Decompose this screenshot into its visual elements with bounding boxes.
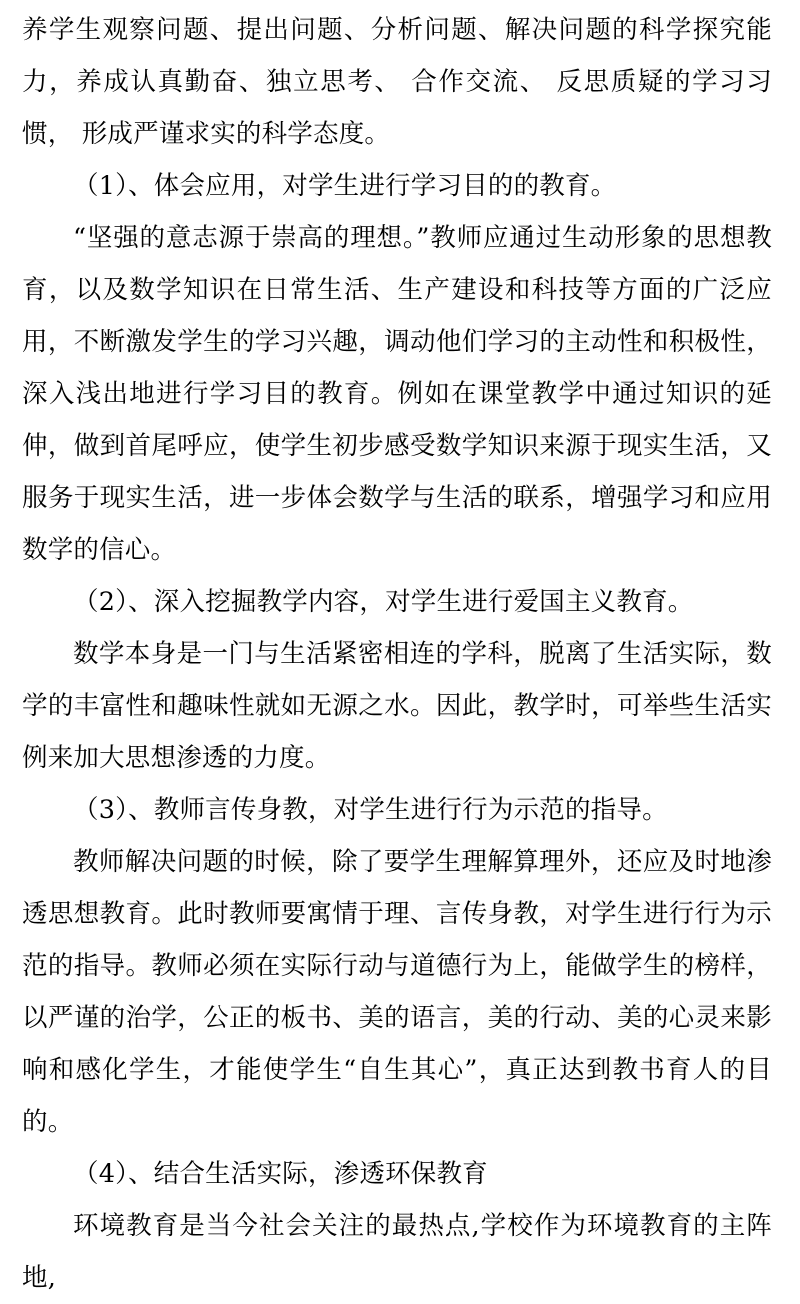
paragraph-item-3-heading: （3）、教师言传身教，对学生进行行为示范的指导。 [73, 795, 668, 825]
paragraph-item-2-body: 数学本身是一门与生活紧密相连的学科，脱离了生活实际，数学的丰富性和趣味性就如无源之水。因此，教学时，可举些生活实例来加大思想渗透的力度。 [22, 639, 772, 773]
paragraph-item-3-body: 教师解决问题的时候，除了要学生理解算理外，还应及时地渗透思想教育。此时教师要寓情于理、言传身教，对学生进行行为示范的指导。教师必须在实际行动与道德行为上，能做学生的榜样，以严谨的治学，公正的板书、美的语言，美的行动、美的心灵来影响和感化学生，才能使学生“自生其心”，真正达到教书育人的目的。 [22, 847, 772, 1137]
paragraph-intro-continued: 养学生观察问题、提出问题、分析问题、解决问题的科学探究能力，养成认真勤奋、独立思考、 合作交流、 反思质疑的学习习惯， 形成严谨求实的科学态度。 [22, 15, 772, 149]
paragraph-item-4-body: 环境教育是当今社会关注的最热点,学校作为环境教育的主阵地, [22, 1211, 772, 1293]
paragraph-item-4-heading: （4）、结合生活实际，渗透环保教育 [73, 1159, 488, 1189]
paragraph-item-1-heading: （1）、体会应用，对学生进行学习目的的教育。 [73, 171, 617, 201]
paragraph-item-2-heading: （2）、深入挖掘教学内容，对学生进行爱国主义教育。 [73, 587, 694, 617]
paragraph-item-1-body: “坚强的意志源于崇高的理想。”教师应通过生动形象的思想教育，以及数学知识在日常生活、生产建设和科技等方面的广泛应用，不断激发学生的学习兴趣，调动他们学习的主动性和积极性，深入浅出地进行学习目的教育。例如在课堂教学中通过知识的延伸，做到首尾呼应，使学生初步感受数学知识来源于现实生活，又服务于现实生活，进一步体会数学与生活的联系，增强学习和应用数学的信心。 [22, 223, 772, 565]
